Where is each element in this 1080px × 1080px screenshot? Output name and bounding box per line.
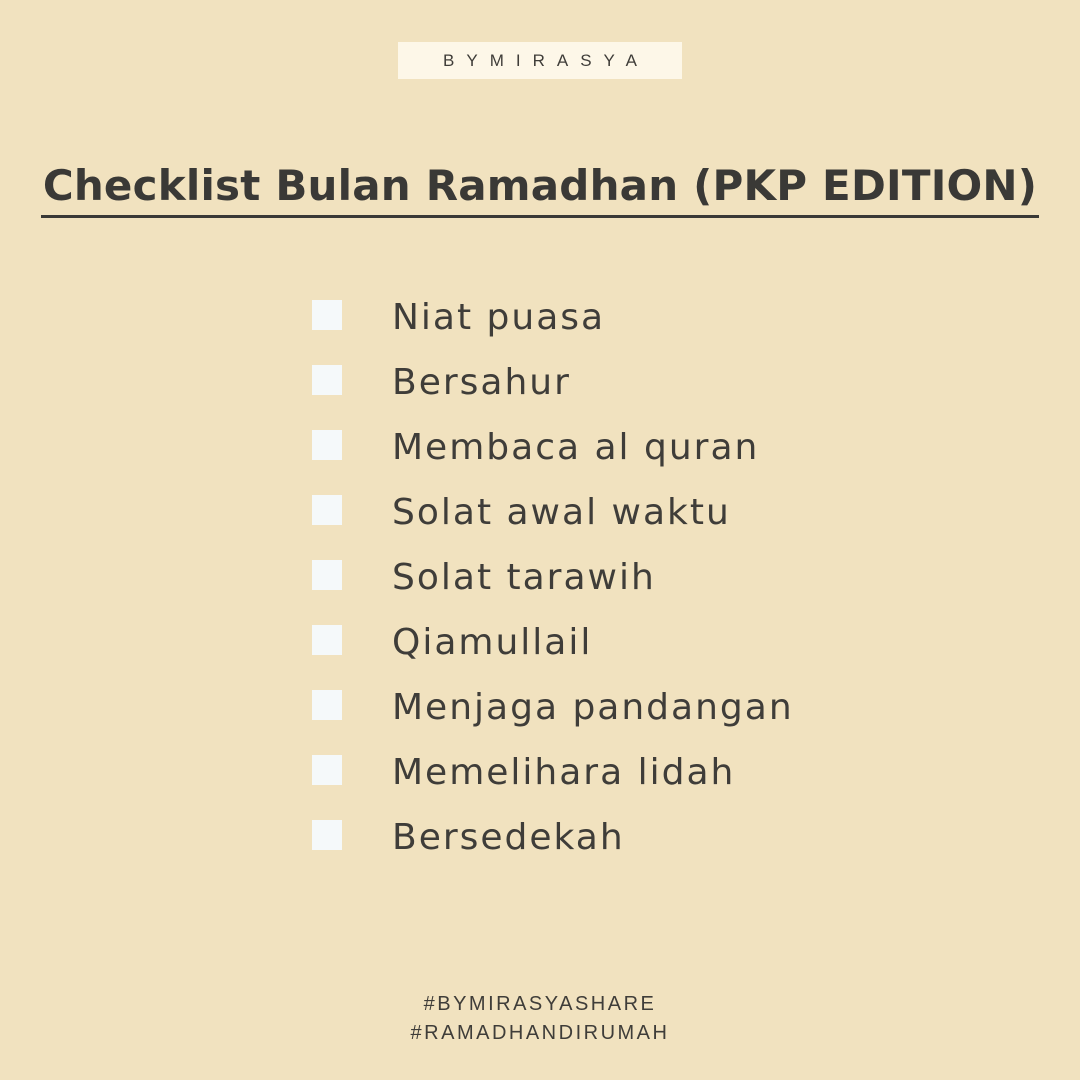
checklist-item — [312, 810, 932, 875]
hashtags — [0, 990, 1080, 1048]
checklist-item-label: Niat puasa — [392, 297, 606, 338]
checkbox[interactable] — [312, 430, 342, 460]
checklist-item-label: Bersedekah — [392, 817, 625, 858]
checklist-item — [312, 485, 932, 550]
checkbox[interactable] — [312, 755, 342, 785]
checklist-item-label: Solat awal waktu — [392, 492, 731, 533]
checklist-item — [312, 290, 932, 355]
checklist-item — [312, 745, 932, 810]
page-title: Checklist Bulan Ramadhan (PKP EDITION) — [41, 160, 1039, 218]
brand-name: BYMIRASYA — [443, 50, 649, 70]
checkbox[interactable] — [312, 300, 342, 330]
checklist-item — [312, 355, 932, 420]
checklist-item — [312, 420, 932, 485]
page-title-wrapper — [0, 160, 1080, 218]
checklist-item-label: Bersahur — [392, 362, 571, 403]
checklist-item-label: Qiamullail — [392, 622, 593, 663]
checklist-item — [312, 615, 932, 680]
checklist — [312, 290, 932, 875]
checkbox[interactable] — [312, 820, 342, 850]
checkbox[interactable] — [312, 625, 342, 655]
hashtag: #RAMADHANDIRUMAH — [410, 1022, 670, 1044]
checkbox[interactable] — [312, 690, 342, 720]
checklist-item-label: Menjaga pandangan — [392, 687, 794, 728]
checklist-item-label: Membaca al quran — [392, 427, 760, 468]
checkbox[interactable] — [312, 365, 342, 395]
checklist-item — [312, 550, 932, 615]
hashtag: #BYMIRASYASHARE — [423, 993, 657, 1015]
brand-badge — [398, 42, 682, 79]
checklist-item — [312, 680, 932, 745]
checklist-item-label: Memelihara lidah — [392, 752, 736, 793]
checklist-item-label: Solat tarawih — [392, 557, 656, 598]
checkbox[interactable] — [312, 560, 342, 590]
checkbox[interactable] — [312, 495, 342, 525]
